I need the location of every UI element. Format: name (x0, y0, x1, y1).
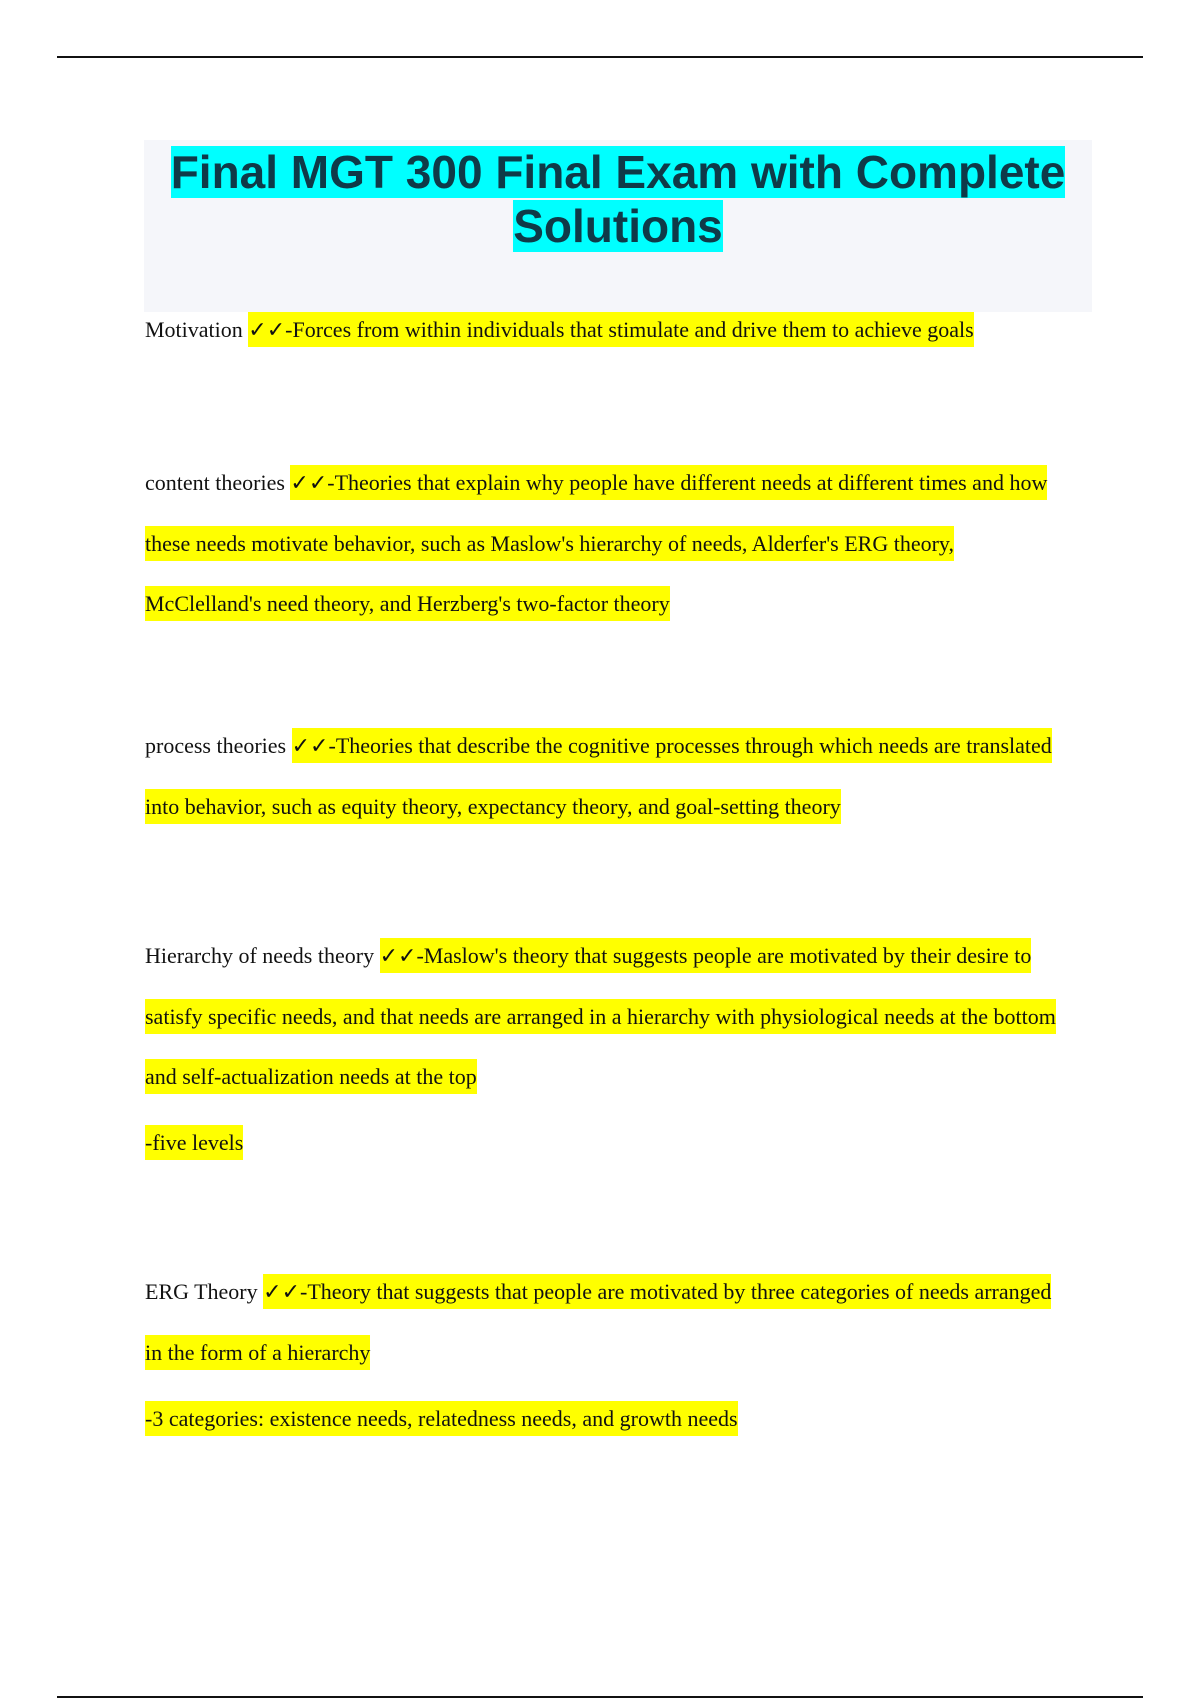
entry-process-theories (145, 716, 1065, 837)
entry-term: ERG Theory (145, 1279, 258, 1304)
entry-term: content theories (145, 470, 285, 495)
entry-term: process theories (145, 733, 287, 758)
check-icon: ✓✓ (290, 471, 328, 496)
entry-definition: -Theories that describe the cognitive processes through which needs are translated into behavior, such as equity theory, expectancy theory, and goal-setting theory (145, 733, 1052, 819)
entry-erg-theory (145, 1262, 1065, 1449)
entry-hierarchy-of-needs (145, 926, 1065, 1173)
entry-extra: -five levels (145, 1125, 243, 1160)
entry-motivation (145, 300, 1065, 361)
check-icon: ✓✓ (248, 318, 286, 343)
check-icon: ✓✓ (379, 944, 417, 969)
page-title (144, 140, 1092, 253)
entry-definition: -Maslow's theory that suggests people are motivated by their desire to satisfy specific needs, and that needs are arranged in a hierarchy with physiological needs at the bottom and self-actualization needs at the top (145, 943, 1056, 1089)
entry-content-theories (145, 453, 1065, 634)
title-block (144, 140, 1092, 312)
entry-extra: -3 categories: existence needs, relatedness needs, and growth needs (145, 1401, 738, 1436)
bottom-rule (57, 1696, 1143, 1698)
title-line-2: Solutions (513, 200, 723, 252)
entry-definition: -Forces from within individuals that stimulate and drive them to achieve goals (285, 317, 974, 342)
entry-term: Hierarchy of needs theory (145, 943, 375, 968)
title-line-1: Final MGT 300 Final Exam with Complete (170, 146, 1066, 198)
entry-definition: -Theory that suggests that people are motivated by three categories of needs arranged in the form of a hierarchy (145, 1279, 1052, 1365)
entry-definition: -Theories that explain why people have different needs at different times and how these needs motivate behavior, such as Maslow's hierarchy of needs, Alderfer's ERG theory, McClelland's need theory, and Herzberg's two-factor theory (145, 470, 1048, 616)
check-icon: ✓✓ (291, 734, 329, 759)
top-rule (57, 56, 1143, 58)
check-icon: ✓✓ (263, 1280, 301, 1305)
entry-term: Motivation (145, 317, 243, 342)
